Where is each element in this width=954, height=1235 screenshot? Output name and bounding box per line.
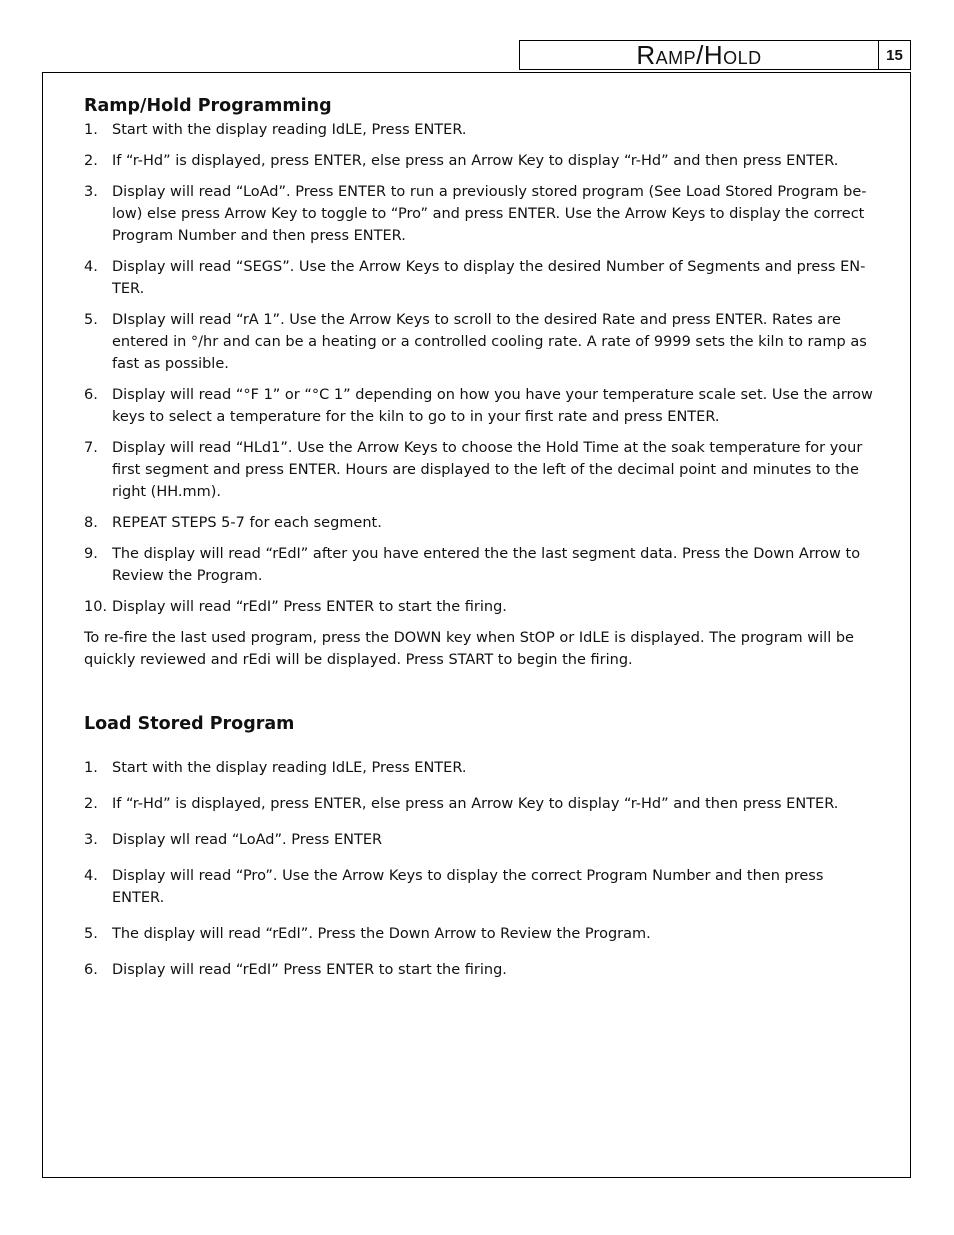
step-number: 2. xyxy=(84,796,98,812)
step-number: 6. xyxy=(84,387,98,403)
step-text: Display will read “Pro”. Use the Arrow Keys to display the correct Program Number and then press ENTER. xyxy=(112,868,824,906)
ramp-hold-steps xyxy=(84,119,876,618)
load-stored-steps xyxy=(84,757,876,981)
step-number: 1. xyxy=(84,122,98,138)
step-text: Display will read “rEdI” Press ENTER to start the firing. xyxy=(112,962,507,978)
page-number: 15 xyxy=(886,46,903,64)
list-item xyxy=(84,543,876,587)
page-number-box xyxy=(879,40,911,70)
step-text: DIsplay will read “rA 1”. Use the Arrow Keys to scroll to the desired Rate and press ENTER. Rates are entered in °/hr and can be a heating or a controlled cooling rate. A rate of 9999 sets the kiln to ramp as fast as possible. xyxy=(112,312,867,372)
step-text: Start with the display reading IdLE, Press ENTER. xyxy=(112,122,467,138)
ramp-hold-section xyxy=(84,93,876,671)
step-number: 1. xyxy=(84,760,98,776)
list-item xyxy=(84,119,876,141)
list-item xyxy=(84,256,876,300)
step-text: Display will read “rEdI” Press ENTER to start the firing. xyxy=(112,599,507,615)
step-text: Display will read “LoAd”. Press ENTER to run a previously stored program (See Load Stored Program be-low) else press Arrow Key to toggle to “Pro” and press ENTER. Use the Arrow Keys to display the correct Program Number and then press ENTER. xyxy=(112,184,867,244)
list-item xyxy=(84,596,876,618)
list-item xyxy=(84,959,876,981)
section-title: Ramp/Hold xyxy=(636,39,762,70)
step-number: 8. xyxy=(84,515,98,531)
step-number: 9. xyxy=(84,546,98,562)
list-item xyxy=(84,437,876,503)
step-number: 3. xyxy=(84,184,98,200)
step-number: 10. xyxy=(84,599,108,615)
step-text: REPEAT STEPS 5-7 for each segment. xyxy=(112,515,382,531)
step-text: Display will read “SEGS”. Use the Arrow Keys to display the desired Number of Segments and press EN-TER. xyxy=(112,259,866,297)
step-number: 4. xyxy=(84,259,98,275)
list-item xyxy=(84,829,876,851)
step-number: 4. xyxy=(84,868,98,884)
step-number: 3. xyxy=(84,832,98,848)
list-item xyxy=(84,384,876,428)
refire-note: To re-fire the last used program, press the DOWN key when StOP or IdLE is displayed. The program will be quickly reviewed and rEdi will be displayed. Press START to begin the firing. xyxy=(84,630,854,668)
step-number: 7. xyxy=(84,440,98,456)
step-number: 5. xyxy=(84,926,98,942)
step-number: 2. xyxy=(84,153,98,169)
step-text: If “r-Hd” is displayed, press ENTER, else press an Arrow Key to display “r-Hd” and then press ENTER. xyxy=(112,153,839,169)
load-stored-section xyxy=(84,711,876,981)
page-content xyxy=(84,93,876,995)
section-title-box xyxy=(519,40,879,70)
step-text: Display will read “HLd1”. Use the Arrow Keys to choose the Hold Time at the soak temperature for your first segment and press ENTER. Hours are displayed to the left of the decimal point and minutes to the right (HH.mm). xyxy=(112,440,863,500)
load-stored-heading: Load Stored Program xyxy=(84,714,295,734)
list-item xyxy=(84,923,876,945)
step-number: 5. xyxy=(84,312,98,328)
list-item xyxy=(84,793,876,815)
step-number: 6. xyxy=(84,962,98,978)
list-item xyxy=(84,512,876,534)
list-item xyxy=(84,757,876,779)
step-text: Display will read “°F 1” or “°C 1” depending on how you have your temperature scale set. Use the arrow keys to select a temperature for the kiln to go to in your first rate and press ENTER. xyxy=(112,387,873,425)
list-item xyxy=(84,181,876,247)
list-item xyxy=(84,150,876,172)
step-text: Display wll read “LoAd”. Press ENTER xyxy=(112,832,383,848)
step-text: Start with the display reading IdLE, Press ENTER. xyxy=(112,760,467,776)
list-item xyxy=(84,309,876,375)
step-text: The display will read “rEdI”. Press the Down Arrow to Review the Program. xyxy=(112,926,651,942)
ramp-hold-heading: Ramp/Hold Programming xyxy=(84,96,332,116)
step-text: If “r-Hd” is displayed, press ENTER, else press an Arrow Key to display “r-Hd” and then press ENTER. xyxy=(112,796,839,812)
step-text: The display will read “rEdI” after you have entered the the last segment data. Press the Down Arrow to Review the Program. xyxy=(112,546,861,584)
list-item xyxy=(84,865,876,909)
